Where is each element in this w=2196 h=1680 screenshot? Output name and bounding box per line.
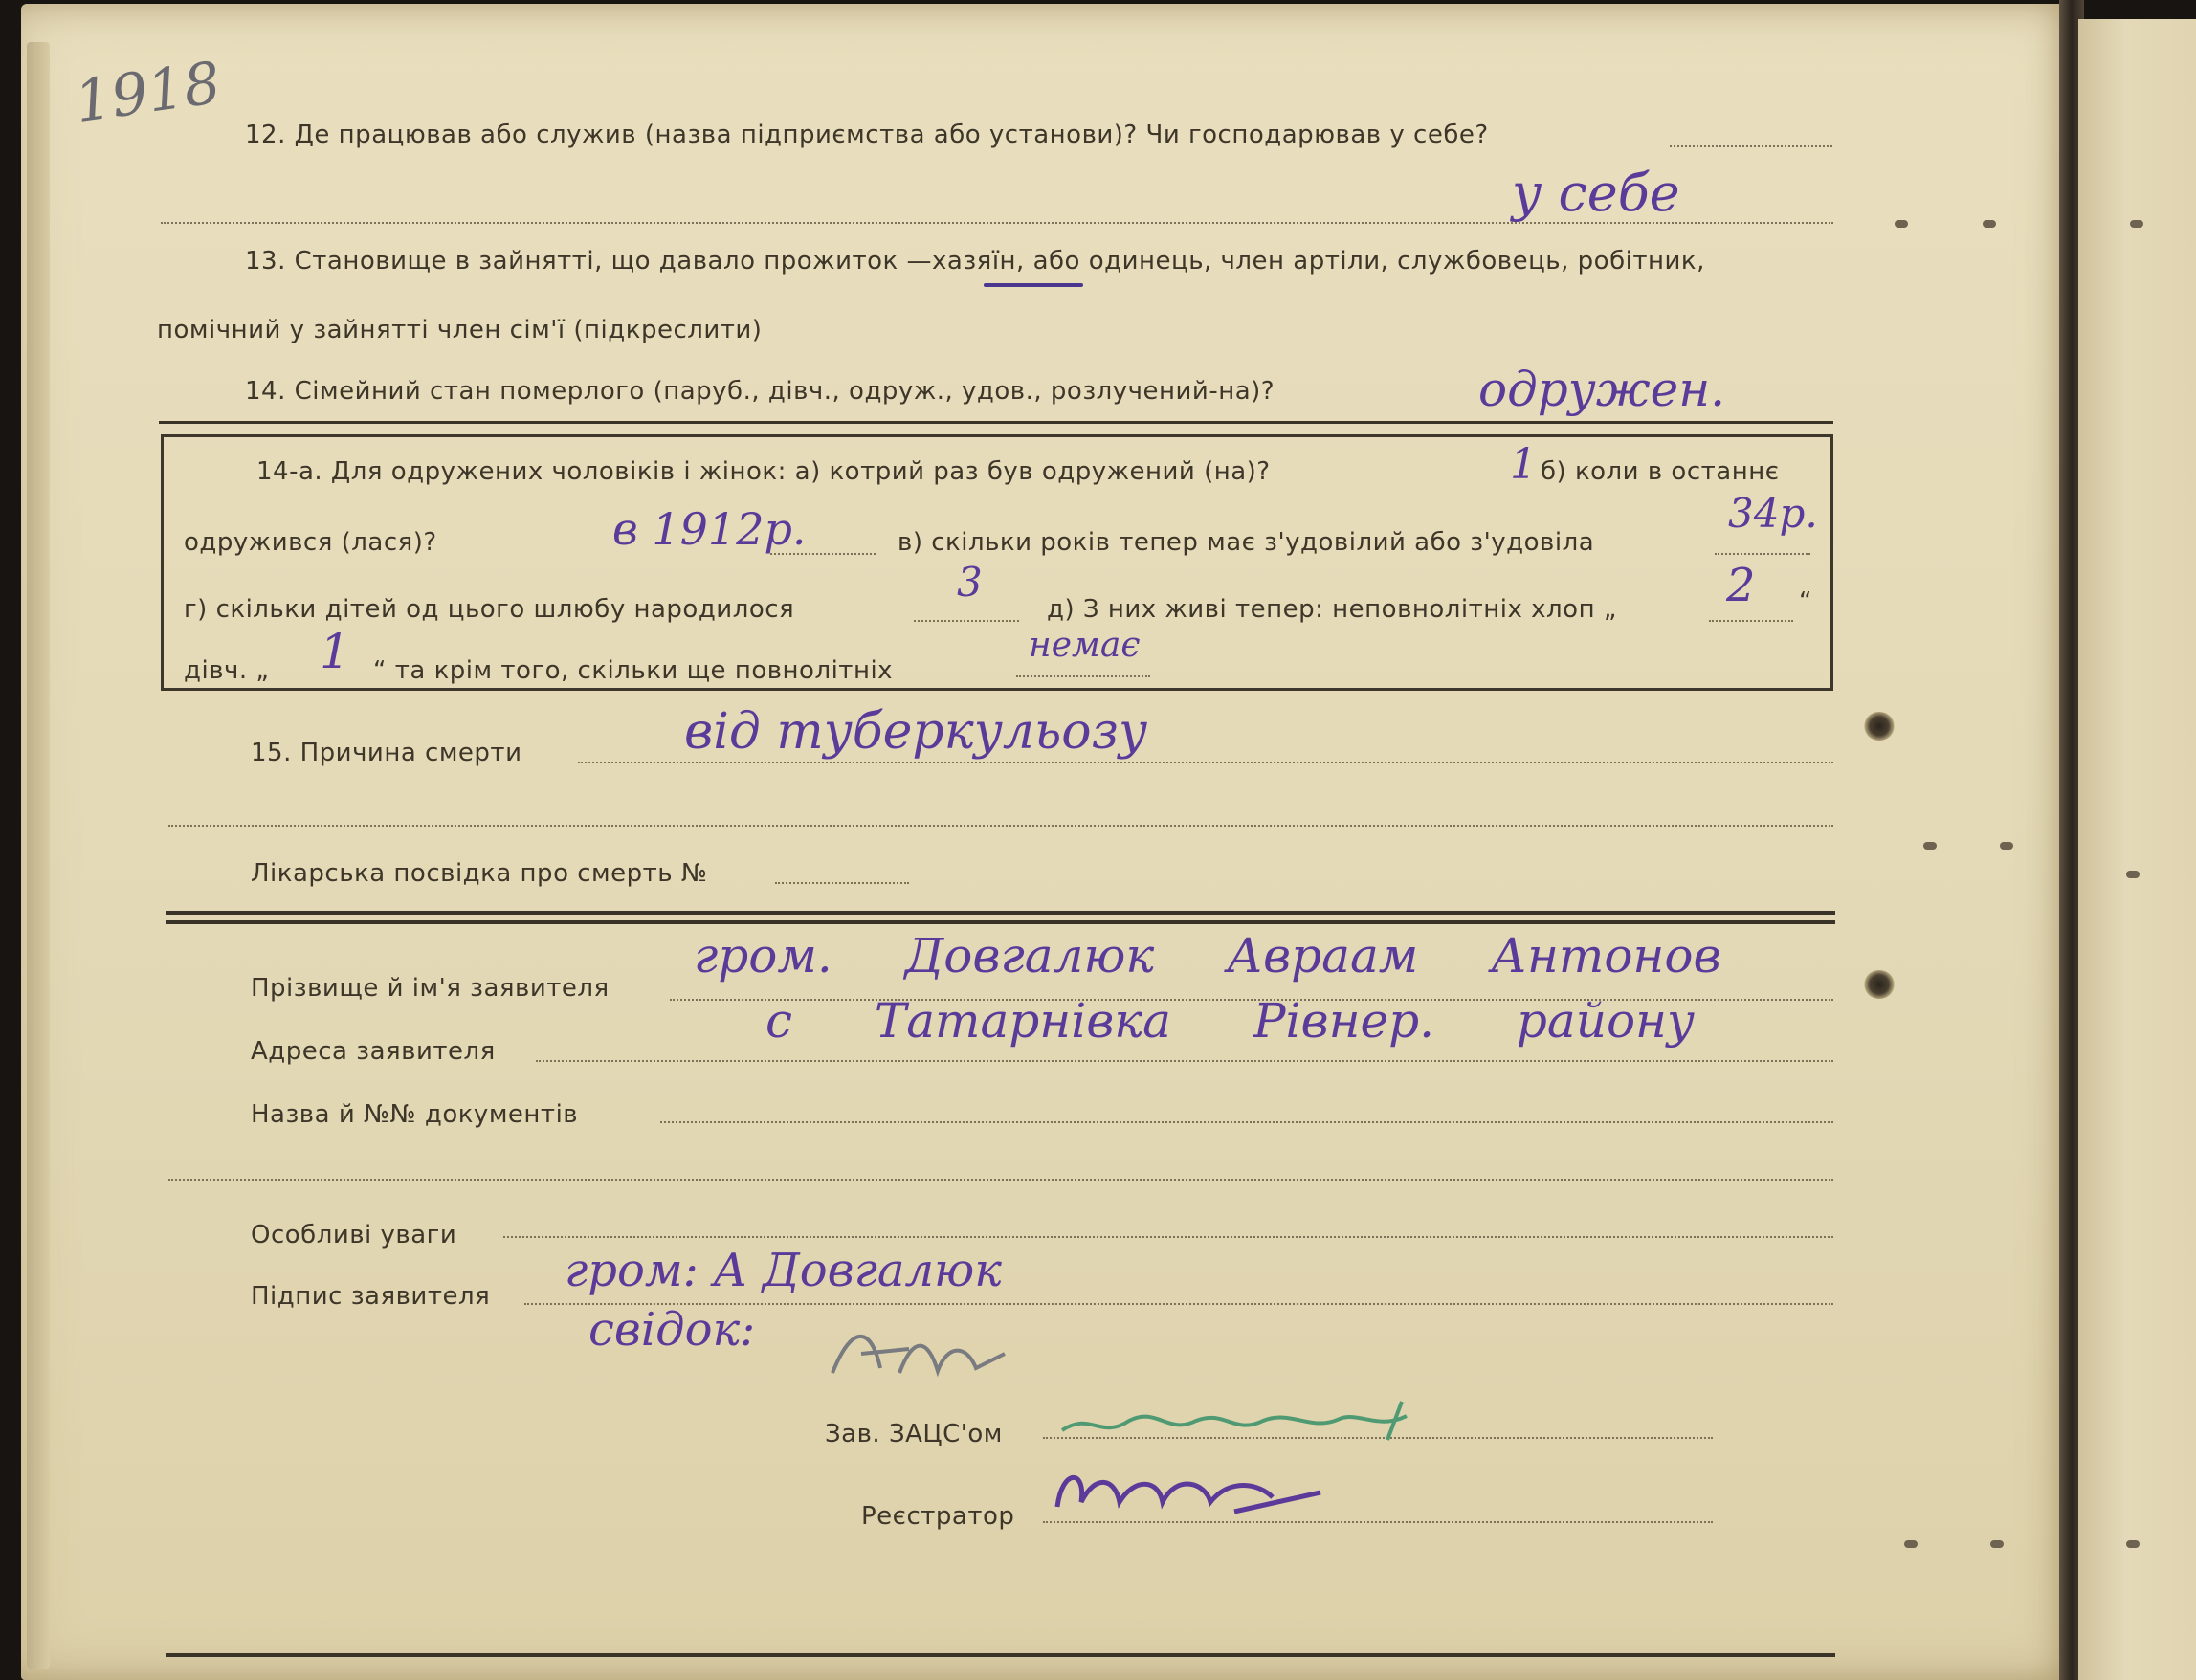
q14a-line2b: в) скільки років тепер має з'удовілий або з'удовіла (898, 528, 1595, 557)
q15-label: 15. Причина смерти (251, 739, 522, 767)
applicant-signature-line1: гром: А Довгалюк (565, 1244, 1002, 1297)
q15-dotted-line-2 (168, 825, 1833, 827)
q14a-girls: 1 (320, 624, 350, 679)
q14a-line2a: одружився (лася)? (184, 528, 437, 557)
binding-hole-1 (1864, 712, 1895, 741)
q14-label: 14. Сімейний стан померлого (паруб., дівч., одруж., удов., розлучений-на)? (245, 377, 1275, 406)
applicant-address-dots (536, 1060, 1833, 1062)
applicant-name-value: гром. Довгалюк Авраам Антонов (694, 928, 1721, 984)
applicant-docs-label: Назва й №№ документів (251, 1100, 579, 1129)
q14-rule (159, 421, 1833, 424)
med-cert-dotted-line (775, 882, 909, 884)
binding-pin-1 (1895, 220, 1908, 228)
applicant-address-value: с Татарнівка Рівнер. району (765, 993, 1695, 1049)
q15-answer: від туберкульозу (684, 703, 1148, 761)
special-notes-label: Особливі уваги (251, 1221, 457, 1249)
q14a-line3-dots (914, 620, 1019, 622)
binding-pin-9 (2126, 1540, 2140, 1548)
registrar-signature (1043, 1454, 1349, 1531)
binding-pin-4 (2000, 842, 2013, 850)
binding-pin-5 (1904, 1540, 1918, 1548)
q12-label: 12. Де працював або служив (назва підприємства або установи)? Чи господарював у себе? (245, 121, 1489, 149)
q13-owner-underline (984, 283, 1083, 287)
q14a-line4a: дівч. „ (184, 656, 270, 685)
facing-page (2078, 19, 2196, 1680)
section-rule-bottom (166, 920, 1835, 924)
q14a-line2-dots (770, 553, 876, 555)
q12-answer: у себе (1512, 163, 1680, 223)
q14-answer: одружен. (1478, 362, 1726, 417)
q14a-line4b: “ та крім того, скільки ще повнолітніх (373, 656, 894, 685)
binding-pin-7 (2130, 220, 2143, 228)
q13-text-start: 13. Становище в зайнятті, що давало прожиток — (245, 247, 933, 276)
q14a-line3b: д) З них живі тепер: неповнолітніх хлоп „ (1047, 595, 1617, 624)
q14a-boys: 2 (1726, 559, 1756, 612)
q14a-line3a: г) скільки дітей од цього шлюбу народилося (184, 595, 795, 624)
q14a-children-born: 3 (957, 559, 983, 606)
q13-label-start (245, 247, 1705, 276)
q12-dotted-line (1670, 145, 1832, 147)
q14a-widow-age: 34р. (1728, 490, 1818, 537)
q15-dotted-line (578, 762, 1833, 763)
witness-label-handwritten: свідок: (588, 1303, 756, 1357)
special-notes-dots (503, 1236, 1833, 1238)
binding-pin-6 (1990, 1540, 2004, 1548)
stacked-page-edges (27, 42, 50, 1669)
registrar-label: Реєстратор (861, 1502, 1015, 1531)
q14a-line4-dots (1016, 675, 1150, 677)
margin-year-note: 1918 (70, 49, 225, 137)
q14a-married-year: в 1912р. (612, 503, 807, 555)
med-cert-label: Лікарська посвідка про смерть № (251, 859, 708, 888)
applicant-docs-dots (660, 1121, 1833, 1123)
zags-head-label: Зав. ЗАЦС'ом (825, 1420, 1003, 1448)
q12-dotted-line-2 (161, 222, 1833, 224)
q14a-close-quote: “ (1799, 587, 1812, 616)
q14a-line1a: 14-а. Для одружених чоловіків і жінок: а) котрий раз був одружений (на)? (256, 457, 1271, 486)
q13-label-line2: помічний у зайнятті член сім'ї (підкреслити) (157, 316, 763, 344)
bottom-rule (166, 1653, 1835, 1657)
q13-option-owner: хазяїн (932, 247, 1017, 276)
binding-hole-2 (1864, 970, 1895, 999)
binding-pin-3 (1923, 842, 1937, 850)
applicant-docs-dots-2 (168, 1179, 1833, 1181)
q14a-line2b-dots (1715, 553, 1810, 555)
applicant-signature-label: Підпис заявителя (251, 1282, 491, 1311)
binding-pin-8 (2126, 871, 2140, 878)
q14a-line3b-dots (1709, 620, 1793, 622)
applicant-address-label: Адреса заявителя (251, 1037, 496, 1066)
q14a-times-married: 1 (1510, 440, 1537, 489)
binding-pin-2 (1983, 220, 1996, 228)
section-rule-top (166, 911, 1835, 915)
q13-text-rest: , або одинець, член артіли, службовець, робітник, (1016, 247, 1705, 276)
q14a-adults: немає (1029, 626, 1141, 665)
witness-signature-scribble (823, 1315, 1014, 1392)
zags-head-signature (1053, 1392, 1416, 1459)
q14a-line1b: б) коли в останнє (1541, 457, 1780, 486)
applicant-name-label: Прізвище й ім'я заявителя (251, 974, 610, 1003)
